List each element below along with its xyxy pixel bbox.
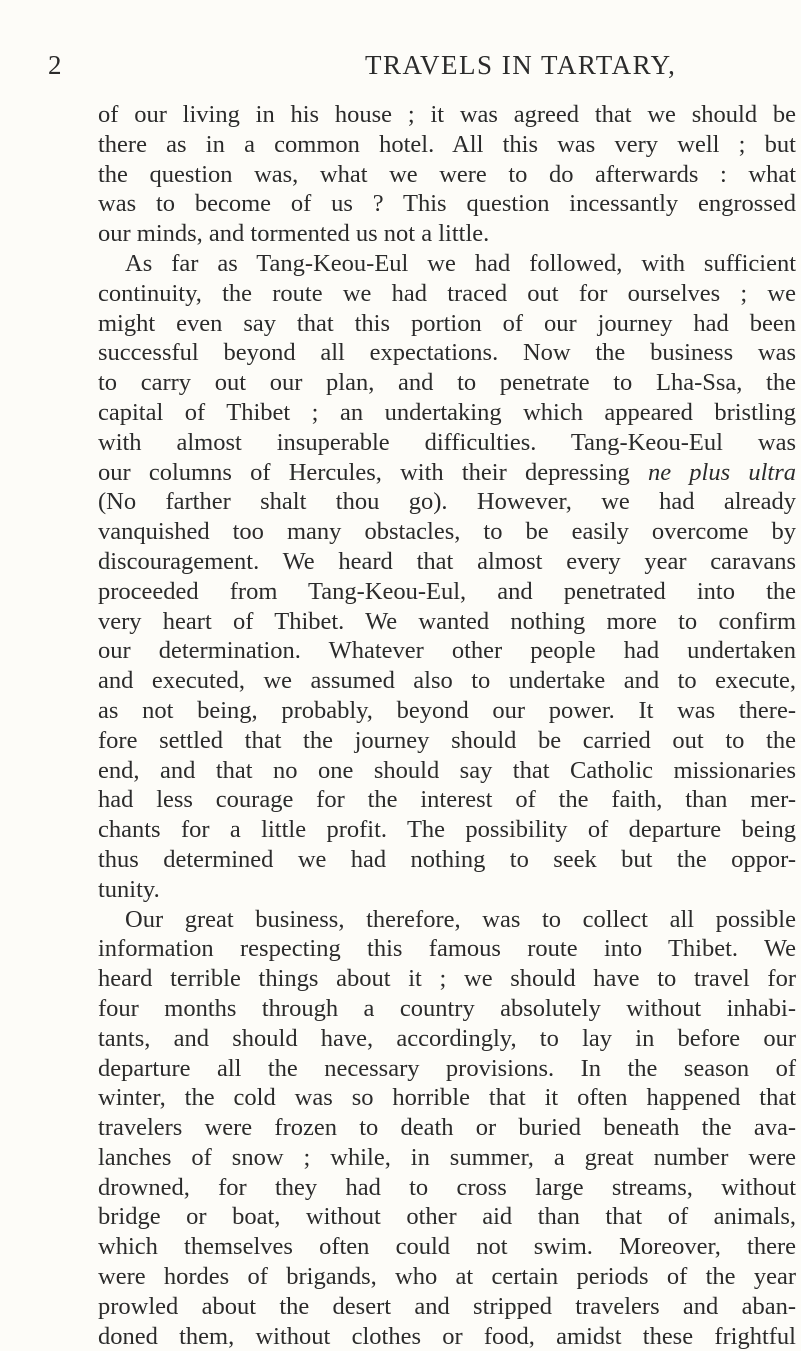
text-line: tants, and should have, accordingly, to lay in before our [98, 1024, 796, 1052]
text-line: information respecting this famous route into Thibet. We [98, 935, 796, 963]
text-line: fore settled that the journey should be carried out to the [98, 726, 796, 754]
text-line-with-italic [98, 458, 796, 488]
text-line: capital of Thibet ; an undertaking which appeared bristling [98, 398, 796, 426]
text-line: drowned, for they had to cross large streams, without [98, 1173, 796, 1201]
text-line: vanquished too many obstacles, to be easily overcome by [98, 518, 796, 546]
text-segment: our columns of Hercules, with their depressing [98, 458, 648, 486]
text-line: doned them, without clothes or food, amidst these frightful [98, 1322, 796, 1350]
text-line: discouragement. We heard that almost every year caravans [98, 547, 796, 575]
text-line: with almost insuperable difficulties. Tang-Keou-Eul was [98, 428, 796, 456]
page-number: 2 [48, 50, 63, 80]
text-line: the question was, what we were to do afterwards : what [98, 160, 796, 188]
italic-phrase: ne plus ultra [647, 458, 796, 486]
text-line: continuity, the route we had traced out for ourselves ; we [98, 279, 796, 307]
text-line: to carry out our plan, and to penetrate to Lha-Ssa, the [98, 369, 796, 397]
text-line: end, and that no one should say that Catholic missionaries [98, 756, 796, 784]
text-line: heard terrible things about it ; we should have to travel for [98, 965, 796, 993]
text-line: departure all the necessary provisions. In the season of [98, 1054, 796, 1082]
running-head [0, 50, 801, 90]
text-line: prowled about the desert and stripped travelers and aban- [98, 1292, 796, 1320]
text-line: very heart of Thibet. We wanted nothing more to confirm [98, 607, 796, 635]
text-line: was to become of us ? This question incessantly engrossed [98, 190, 796, 218]
text-line: thus determined we had nothing to seek but the oppor- [98, 845, 796, 873]
text-line: Our great business, therefore, was to collect all possible [125, 905, 796, 933]
text-line: tunity. [98, 875, 160, 903]
text-line: might even say that this portion of our journey had been [98, 309, 796, 337]
text-line: four months through a country absolutely without inhabi- [98, 994, 796, 1022]
text-line: and executed, we assumed also to undertake and to execute, [98, 667, 796, 695]
text-line: as not being, probably, beyond our power. It was there- [98, 696, 796, 724]
text-line: chants for a little profit. The possibility of departure being [98, 816, 796, 844]
text-line: of our living in his house ; it was agreed that we should be [98, 101, 796, 128]
text-line: our minds, and tormented us not a little. [98, 220, 490, 248]
body-text [98, 100, 796, 1351]
text-line: (No farther shalt thou go). However, we had already [98, 488, 796, 516]
text-line: our determination. Whatever other people had undertaken [98, 637, 796, 665]
text-line: As far as Tang-Keou-Eul we had followed, with sufficient [125, 249, 796, 277]
text-line: travelers were frozen to death or buried beneath the ava- [98, 1114, 796, 1142]
text-line: winter, the cold was so horrible that it often happened that [98, 1084, 796, 1112]
text-line: successful beyond all expectations. Now the business was [98, 339, 796, 367]
text-line: had less courage for the interest of the faith, than mer- [98, 786, 796, 814]
text-line: lanches of snow ; while, in summer, a great number were [98, 1143, 796, 1171]
running-title: TRAVELS IN TARTARY, [365, 50, 677, 80]
text-line: there as in a common hotel. All this was very well ; but [98, 130, 796, 158]
text-line: were hordes of brigands, who at certain periods of the year [98, 1263, 796, 1291]
text-line: bridge or boat, without other aid than that of animals, [98, 1203, 796, 1231]
text-line: which themselves often could not swim. Moreover, there [98, 1233, 796, 1261]
text-line: proceeded from Tang-Keou-Eul, and penetrated into the [98, 577, 796, 605]
